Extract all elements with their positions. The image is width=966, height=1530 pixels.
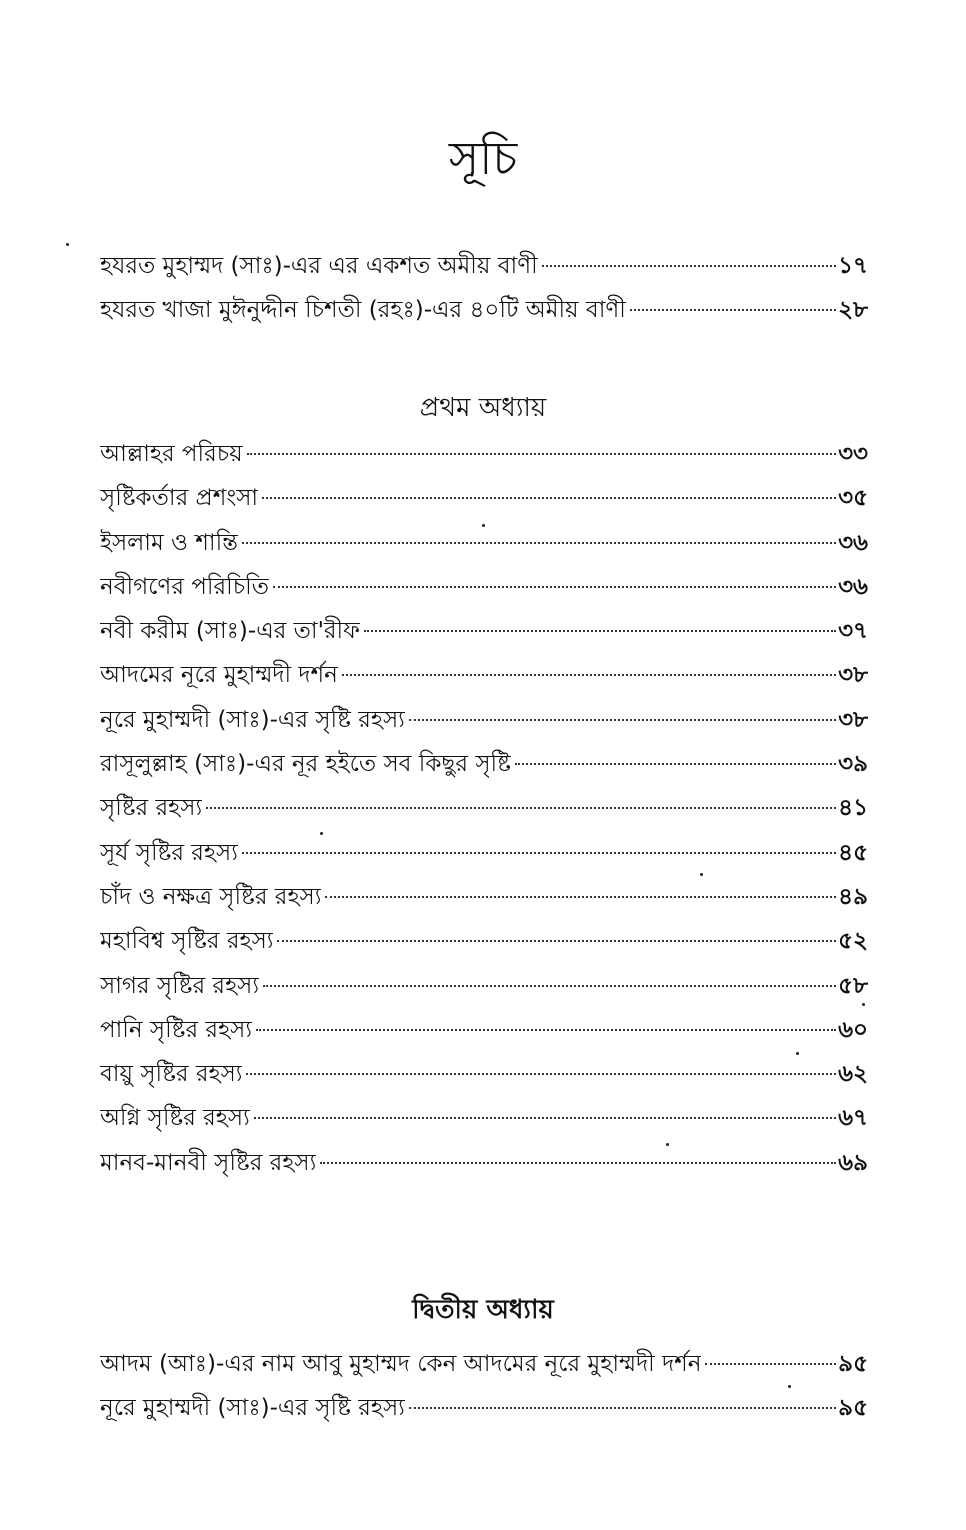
toc-page-number: ৯৫ <box>838 1395 868 1422</box>
print-speck <box>320 832 323 835</box>
toc-entry[interactable] <box>100 1342 868 1386</box>
toc-entry[interactable] <box>100 1052 868 1096</box>
dot-leader <box>515 763 836 765</box>
toc-entry[interactable] <box>100 565 868 609</box>
dot-leader <box>342 674 836 676</box>
dot-leader <box>206 807 836 809</box>
toc-entry-label: আদম (আঃ)-এর নাম আবু মুহাম্মদ কেন আদমের নূরে মুহাম্মদী দর্শন <box>100 1351 702 1377</box>
dot-leader <box>277 940 836 942</box>
toc-page-number: ৩৬ <box>838 573 868 600</box>
dot-leader <box>242 852 836 854</box>
toc-entry[interactable] <box>100 786 868 830</box>
toc-entry[interactable] <box>100 742 868 786</box>
chapter-2-entries <box>100 1342 868 1431</box>
print-speck <box>666 1143 669 1146</box>
intro-entries <box>100 244 868 333</box>
toc-entry-label: সাগর সৃষ্টির রহস্য <box>100 972 260 999</box>
dot-leader <box>254 1117 836 1119</box>
toc-page-number: ৬৭ <box>838 1105 868 1132</box>
dot-leader <box>262 497 836 499</box>
toc-entry-label: মানব-মানবী সৃষ্টির রহস্য <box>100 1149 317 1176</box>
toc-entry-label: হযরত খাজা মুঈনুদ্দীন চিশতী (রহঃ)-এর ৪০টি অমীয় বাণী <box>100 297 626 324</box>
toc-page-number: ৩৮ <box>838 662 868 689</box>
toc-page-number: ৩৮ <box>838 706 868 733</box>
toc-entry[interactable] <box>100 609 868 653</box>
toc-page-number: ৬৯ <box>838 1149 868 1176</box>
toc-entry-label: আদমের নূরে মুহাম্মদী দর্শন <box>100 662 338 689</box>
toc-entry[interactable] <box>100 831 868 875</box>
dot-leader <box>242 542 836 544</box>
dot-leader <box>409 719 836 721</box>
toc-entry-label: হযরত মুহাম্মদ (সাঃ)-এর এর একশত অমীয় বাণী <box>100 253 538 279</box>
dot-leader <box>542 265 836 267</box>
toc-entry-label: রাসূলুল্লাহ (সাঃ)-এর নূর হইতে সব কিছুর সৃষ্টি <box>100 751 511 778</box>
toc-entry[interactable] <box>100 476 868 520</box>
toc-entry[interactable] <box>100 653 868 697</box>
toc-entry-label: পানি সৃষ্টির রহস্য <box>100 1016 253 1043</box>
toc-entry-label: নূরে মুহাম্মদী (সাঃ)-এর সৃষ্টি রহস্য <box>100 1395 405 1422</box>
print-speck <box>862 1003 865 1006</box>
dot-leader <box>364 630 836 632</box>
toc-entry-label: অগ্নি সৃষ্টির রহস্য <box>100 1105 250 1132</box>
toc-entry-label: নবী করীম (সাঃ)-এর তা'রীফ <box>100 618 360 645</box>
toc-entry-label: আল্লাহর পরিচয় <box>100 441 243 467</box>
dot-leader <box>246 1073 836 1075</box>
toc-entry[interactable] <box>100 1008 868 1052</box>
toc-page-number: ৩৩ <box>838 441 868 467</box>
dot-leader <box>256 1029 836 1031</box>
dot-leader <box>247 453 836 455</box>
page-title: সূচি <box>448 131 518 185</box>
dot-leader <box>263 985 836 987</box>
toc-entry[interactable] <box>100 1141 868 1185</box>
dot-leader <box>320 1162 836 1164</box>
toc-entry[interactable] <box>100 244 868 288</box>
toc-page-number: ৩৭ <box>838 618 868 645</box>
toc-page-number: ১৭ <box>838 253 868 279</box>
toc-entry[interactable] <box>100 1386 868 1430</box>
toc-entry[interactable] <box>100 432 868 476</box>
print-speck <box>700 873 703 876</box>
toc-entry-label: সূর্য সৃষ্টির রহস্য <box>100 839 238 866</box>
toc-page-number: ৩৬ <box>838 529 868 556</box>
toc-page-number: ৪৫ <box>838 839 868 866</box>
print-speck <box>66 243 69 246</box>
toc-entry[interactable] <box>100 875 868 919</box>
toc-entry-label: সৃষ্টিকর্তার প্রশংসা <box>100 485 259 512</box>
toc-page-number: ৬০ <box>838 1016 868 1043</box>
toc-entry-label: মহাবিশ্ব সৃষ্টির রহস্য <box>100 928 274 955</box>
toc-page-number: ৪৯ <box>838 883 868 910</box>
toc-page-number: ৩৫ <box>838 485 868 512</box>
print-speck <box>788 1385 791 1388</box>
toc-page-number: ৯৫ <box>838 1351 868 1377</box>
toc-page-number: ৪১ <box>838 795 868 822</box>
dot-leader <box>325 896 836 898</box>
chapter-1-heading: প্রথম অধ্যায় <box>419 393 547 423</box>
toc-entry[interactable] <box>100 964 868 1008</box>
chapter-1-entries <box>100 432 868 1185</box>
toc-entry[interactable] <box>100 521 868 565</box>
dot-leader <box>409 1407 836 1409</box>
dot-leader <box>630 309 836 311</box>
toc-entry-label: ইসলাম ও শান্তি <box>100 529 238 556</box>
toc-page-number: ৫৮ <box>838 972 868 999</box>
toc-entry[interactable] <box>100 698 868 742</box>
toc-entry-label: নবীগণের পরিচিতি <box>100 573 269 600</box>
toc-entry-label: সৃষ্টির রহস্য <box>100 795 203 822</box>
chapter-2-heading: দ্বিতীয় অধ্যায় <box>412 1295 554 1325</box>
toc-entry[interactable] <box>100 1096 868 1140</box>
dot-leader <box>705 1363 836 1365</box>
toc-entry-label: বায়ু সৃষ্টির রহস্য <box>100 1061 243 1088</box>
toc-page-number: ৫২ <box>838 928 868 955</box>
dot-leader <box>273 586 836 588</box>
print-speck <box>482 524 485 527</box>
toc-entry-label: চাঁদ ও নক্ষত্র সৃষ্টির রহস্য <box>100 883 322 910</box>
toc-page-number: ২৮ <box>838 297 868 324</box>
toc-page-number: ৬২ <box>838 1061 868 1088</box>
toc-page-number: ৩৯ <box>838 751 868 778</box>
toc-entry[interactable] <box>100 288 868 332</box>
toc-entry-label: নূরে মুহাম্মদী (সাঃ)-এর সৃষ্টি রহস্য <box>100 706 405 733</box>
toc-entry[interactable] <box>100 919 868 963</box>
print-speck <box>796 1052 799 1055</box>
